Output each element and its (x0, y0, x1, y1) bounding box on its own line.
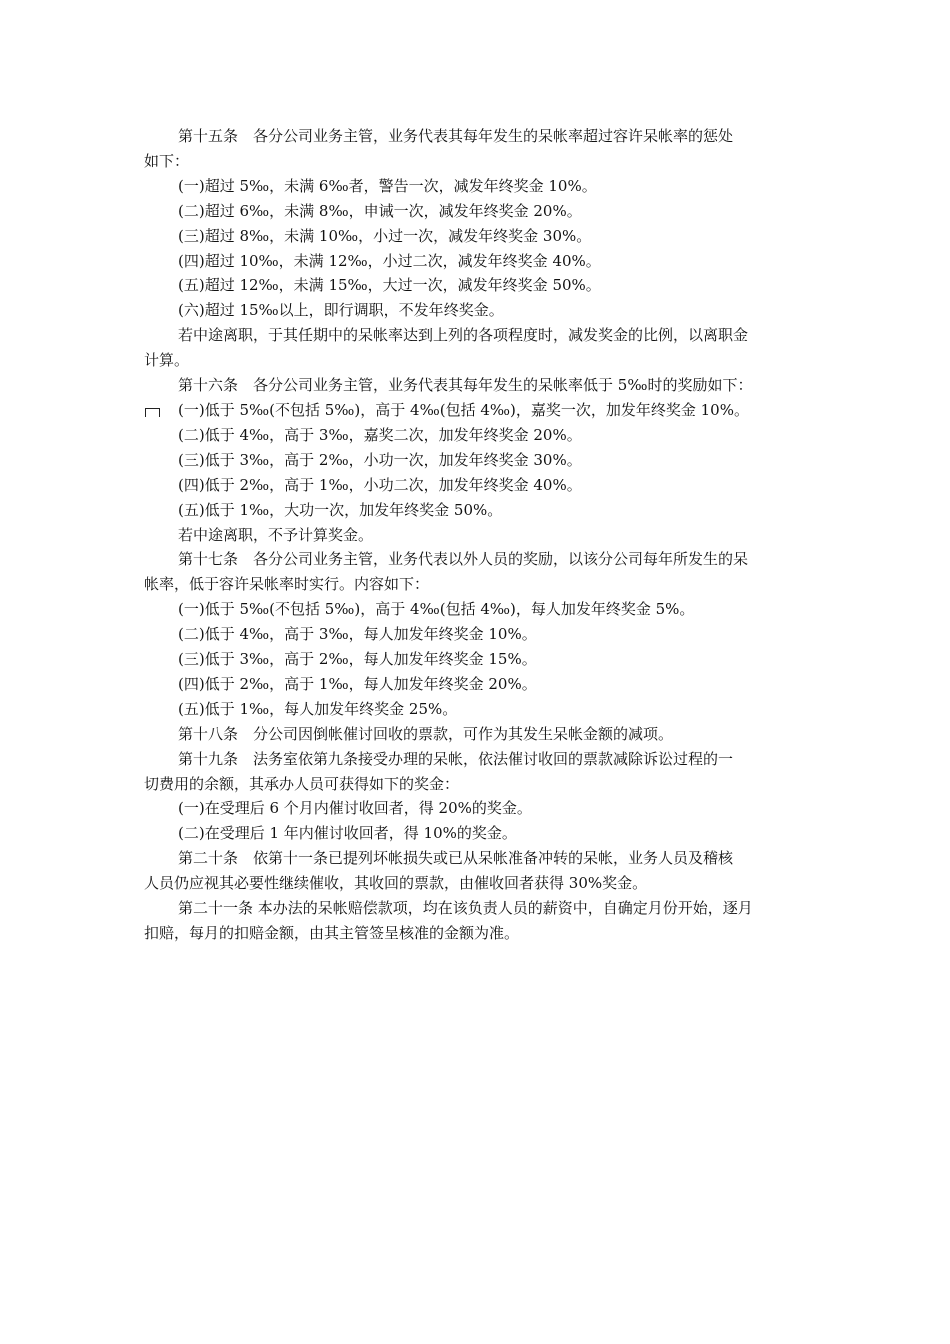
text-line: (四)低于 2‰，高于 1‰，每人加发年终奖金 20%。 (178, 674, 537, 693)
text-line: 第十七条 各分公司业务主管，业务代表以外人员的奖励，以该分公司每年所发生的呆 (178, 550, 749, 569)
text-line: (三)低于 3‰，高于 2‰，小功一次，加发年终奖金 30%。 (178, 450, 582, 469)
text-line: 若中途离职，于其任期中的呆帐率达到上列的各项程度时，减发奖金的比例，以离职金 (178, 326, 749, 345)
text-line: (四)低于 2‰，高于 1‰，小功二次，加发年终奖金 40%。 (178, 475, 582, 494)
text-line: 第十六条 各分公司业务主管，业务代表其每年发生的呆帐率低于 5‰时的奖励如下： (178, 376, 753, 395)
text-line: (一)在受理后 6 个月内催讨收回者，得 20%的奖金。 (178, 799, 532, 818)
text-line: 第二十一条 本办法的呆帐赔偿款项，均在该负责人员的薪资中，自确定月份开始，逐月 (178, 899, 753, 918)
text-line: 若中途离职，不予计算奖金。 (178, 525, 374, 544)
text-line: (三)低于 3‰，高于 2‰，每人加发年终奖金 15%。 (178, 650, 537, 669)
text-line: 切费用的余额，其承办人员可获得如下的奖金： (144, 774, 460, 793)
text-line: 如下： (144, 151, 190, 170)
text-line: (二)低于 4‰，高于 3‰，每人加发年终奖金 10%。 (178, 625, 537, 644)
text-line: (五)低于 1‰，大功一次，加发年终奖金 50%。 (178, 500, 503, 519)
text-line: 计算。 (144, 351, 190, 370)
text-line: (四)超过 10‰，未满 12‰，小过二次，减发年终奖金 40%。 (178, 251, 601, 270)
text-line: 第二十条 依第十一条已提列坏帐损失或已从呆帐准备冲转的呆帐，业务人员及稽核 (178, 849, 734, 868)
text-line: 第十八条 分公司因倒帐催讨回收的票款，可作为其发生呆帐金额的减项。 (178, 724, 674, 743)
text-line: (二)在受理后 1 年内催讨收回者，得 10%的奖金。 (178, 824, 517, 843)
text-line: (三)超过 8‰，未满 10‰，小过一次，减发年终奖金 30%。 (178, 226, 592, 245)
text-line: 帐率，低于容许呆帐率时实行。内容如下： (144, 575, 430, 594)
text-line: (二)超过 6‰，未满 8‰，申诫一次，减发年终奖金 20%。 (178, 201, 582, 220)
text-line: (一)低于 5‰(不包括 5‰)，高于 4‰(包括 4‰)，嘉奖一次，加发年终奖金 10%。 (178, 400, 749, 419)
text-line: 第十九条 法务室依第九条接受办理的呆帐，依法催讨收回的票款减除诉讼过程的一 (178, 749, 734, 768)
text-line: (五)超过 12‰，未满 15‰，大过一次，减发年终奖金 50%。 (178, 276, 601, 295)
text-line: 扣赔，每月的扣赔金额，由其主管签呈核准的金额为准。 (144, 924, 520, 942)
text-line: (六)超过 15‰以上，即行调职，不发年终奖金。 (178, 301, 504, 320)
document-body (144, 124, 808, 946)
text-line: (一)低于 5‰(不包括 5‰)，高于 4‰(包括 4‰)，每人加发年终奖金 5%。 (178, 600, 695, 619)
text-line: (五)低于 1‰，每人加发年终奖金 25%。 (178, 699, 458, 718)
text-line: 人员仍应视其必要性继续催收，其收回的票款，由催收回者获得 30%奖金。 (144, 874, 648, 893)
text-line: 第十五条 各分公司业务主管，业务代表其每年发生的呆帐率超过容许呆帐率的惩处 (178, 127, 734, 145)
text-line: (一)超过 5‰，未满 6‰者，警告一次，减发年终奖金 10%。 (178, 176, 597, 195)
text-line: (二)低于 4‰，高于 3‰，嘉奖二次，加发年终奖金 20%。 (178, 425, 582, 444)
